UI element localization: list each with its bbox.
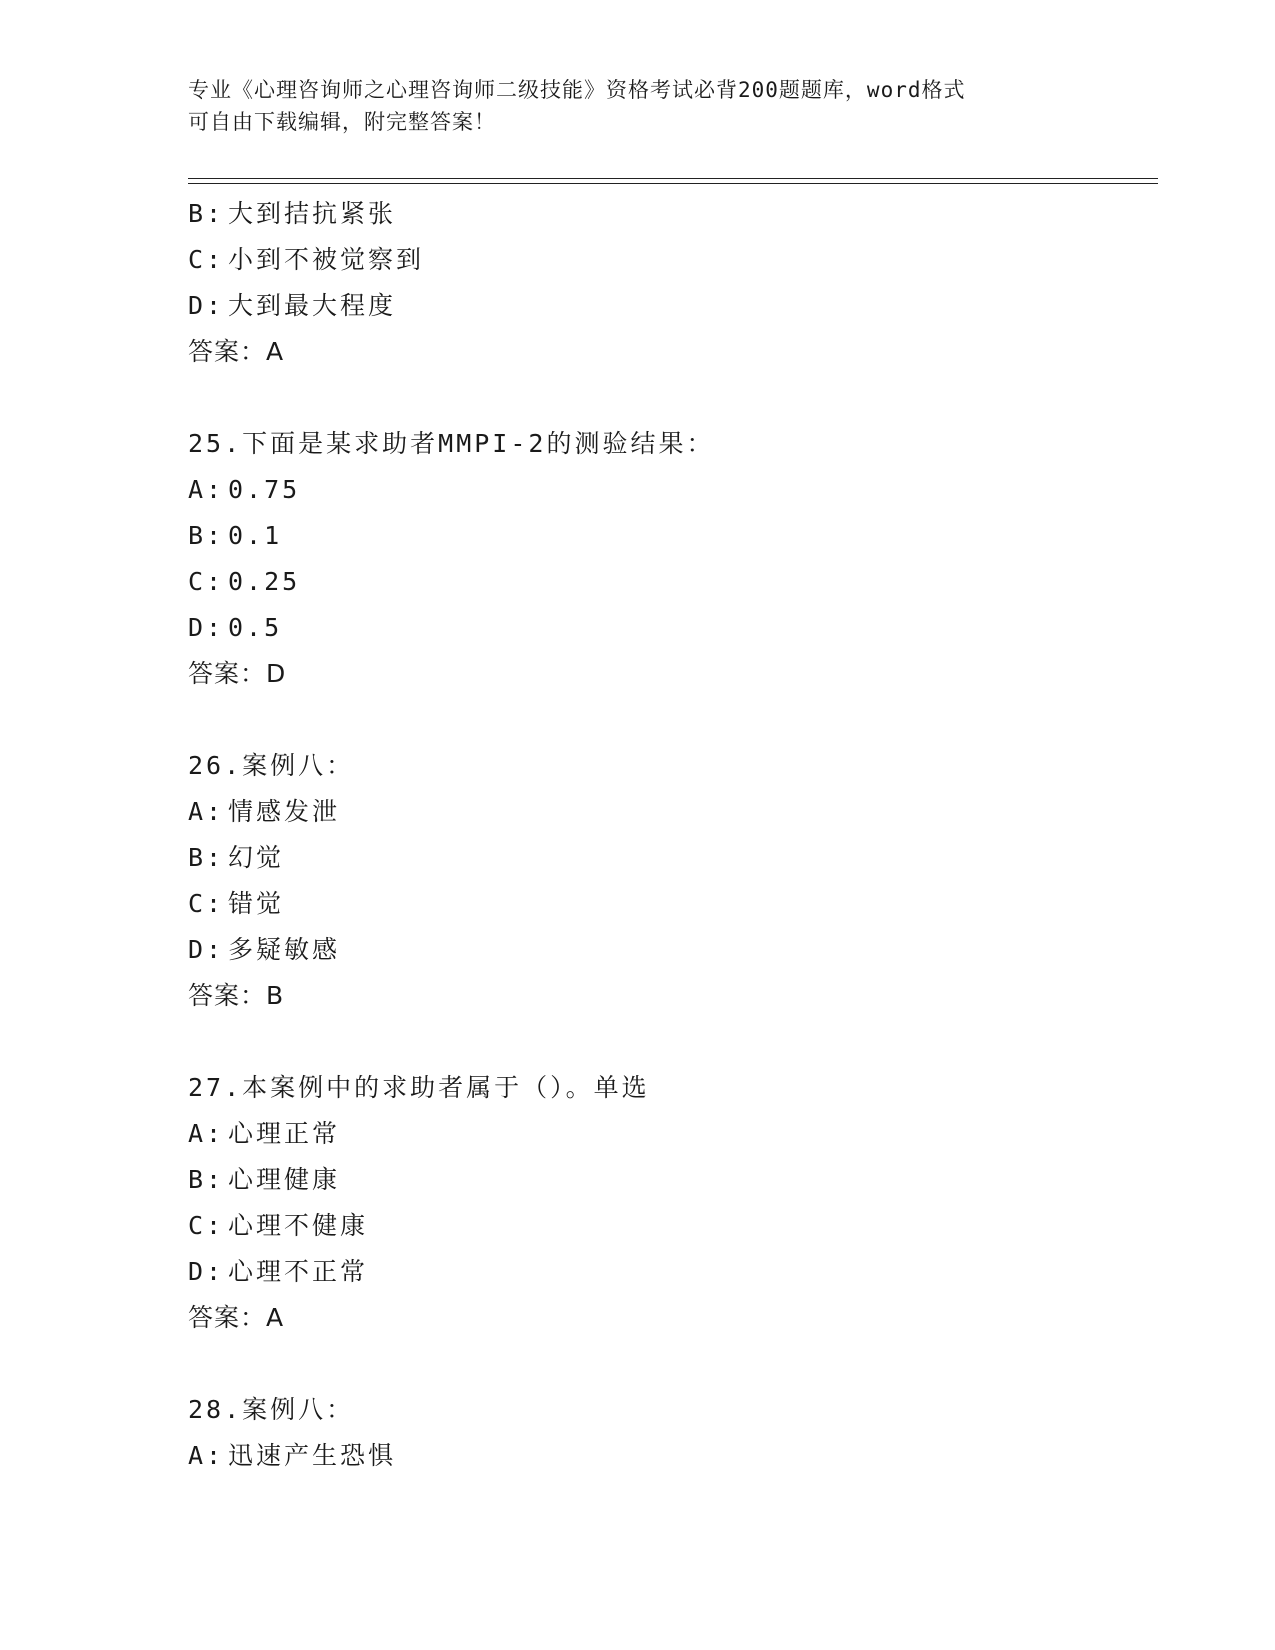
option-label: A: (188, 475, 225, 504)
spacer (188, 375, 1148, 421)
option-label: D: (188, 613, 225, 642)
option-text: 小到不被觉察到 (228, 245, 425, 274)
option-a (188, 1111, 1148, 1157)
option-text: 多疑敏感 (228, 935, 341, 964)
option-d (188, 1249, 1148, 1295)
option-text: 迅速产生恐惧 (228, 1441, 397, 1470)
option-text: 大到最大程度 (228, 291, 397, 320)
header-line-2: 可自由下载编辑，附完整答案！ (188, 110, 496, 134)
option-a (188, 467, 1148, 513)
option-text: 心理不健康 (228, 1211, 369, 1240)
option-text: 0.1 (228, 521, 283, 550)
question-stem: 27.本案例中的求助者属于（）。单选 (188, 1073, 650, 1102)
answer-line: 答案：A (188, 337, 285, 366)
spacer (188, 1019, 1148, 1065)
option-label: B: (188, 521, 225, 550)
option-text: 大到拮抗紧张 (228, 199, 397, 228)
option-d (188, 283, 1148, 329)
question-fragment (188, 191, 1148, 375)
option-a (188, 1433, 1148, 1479)
question-stem: 28.案例八： (188, 1395, 355, 1424)
option-text: 0.25 (228, 567, 301, 596)
option-text: 情感发泄 (228, 797, 341, 826)
option-text: 心理正常 (228, 1119, 341, 1148)
option-d (188, 605, 1148, 651)
answer-line: 答案：B (188, 981, 285, 1010)
option-text: 0.75 (228, 475, 301, 504)
option-label: C: (188, 567, 225, 596)
document-header (188, 74, 1088, 138)
option-c (188, 237, 1148, 283)
option-label: C: (188, 889, 225, 918)
question-list (188, 191, 1148, 1479)
option-b (188, 1157, 1148, 1203)
header-divider-bottom (188, 183, 1158, 184)
option-text: 心理不正常 (228, 1257, 369, 1286)
spacer (188, 697, 1148, 743)
option-b (188, 835, 1148, 881)
option-label: D: (188, 291, 225, 320)
option-label: D: (188, 935, 225, 964)
header-divider-top (188, 178, 1158, 179)
option-label: D: (188, 1257, 225, 1286)
question-27 (188, 1065, 1148, 1341)
option-label: A: (188, 797, 225, 826)
spacer (188, 1341, 1148, 1387)
option-d (188, 927, 1148, 973)
option-c (188, 881, 1148, 927)
option-text: 0.5 (228, 613, 283, 642)
answer-line: 答案：D (188, 659, 287, 688)
option-text: 幻觉 (228, 843, 285, 872)
option-c (188, 559, 1148, 605)
option-text: 心理健康 (228, 1165, 341, 1194)
option-b (188, 191, 1148, 237)
option-b (188, 513, 1148, 559)
option-c (188, 1203, 1148, 1249)
option-label: A: (188, 1441, 225, 1470)
question-25 (188, 421, 1148, 697)
header-line-1: 专业《心理咨询师之心理咨询师二级技能》资格考试必背200题题库，word格式 (188, 78, 966, 102)
option-label: B: (188, 1165, 225, 1194)
option-text: 错觉 (228, 889, 285, 918)
option-label: A: (188, 1119, 225, 1148)
question-stem: 26.案例八： (188, 751, 355, 780)
option-label: C: (188, 245, 225, 274)
option-label: C: (188, 1211, 225, 1240)
option-a (188, 789, 1148, 835)
option-label: B: (188, 843, 225, 872)
question-26 (188, 743, 1148, 1019)
question-stem: 25.下面是某求助者MMPI-2的测验结果： (188, 429, 715, 458)
option-label: B: (188, 199, 225, 228)
answer-line: 答案：A (188, 1303, 285, 1332)
question-28 (188, 1387, 1148, 1479)
